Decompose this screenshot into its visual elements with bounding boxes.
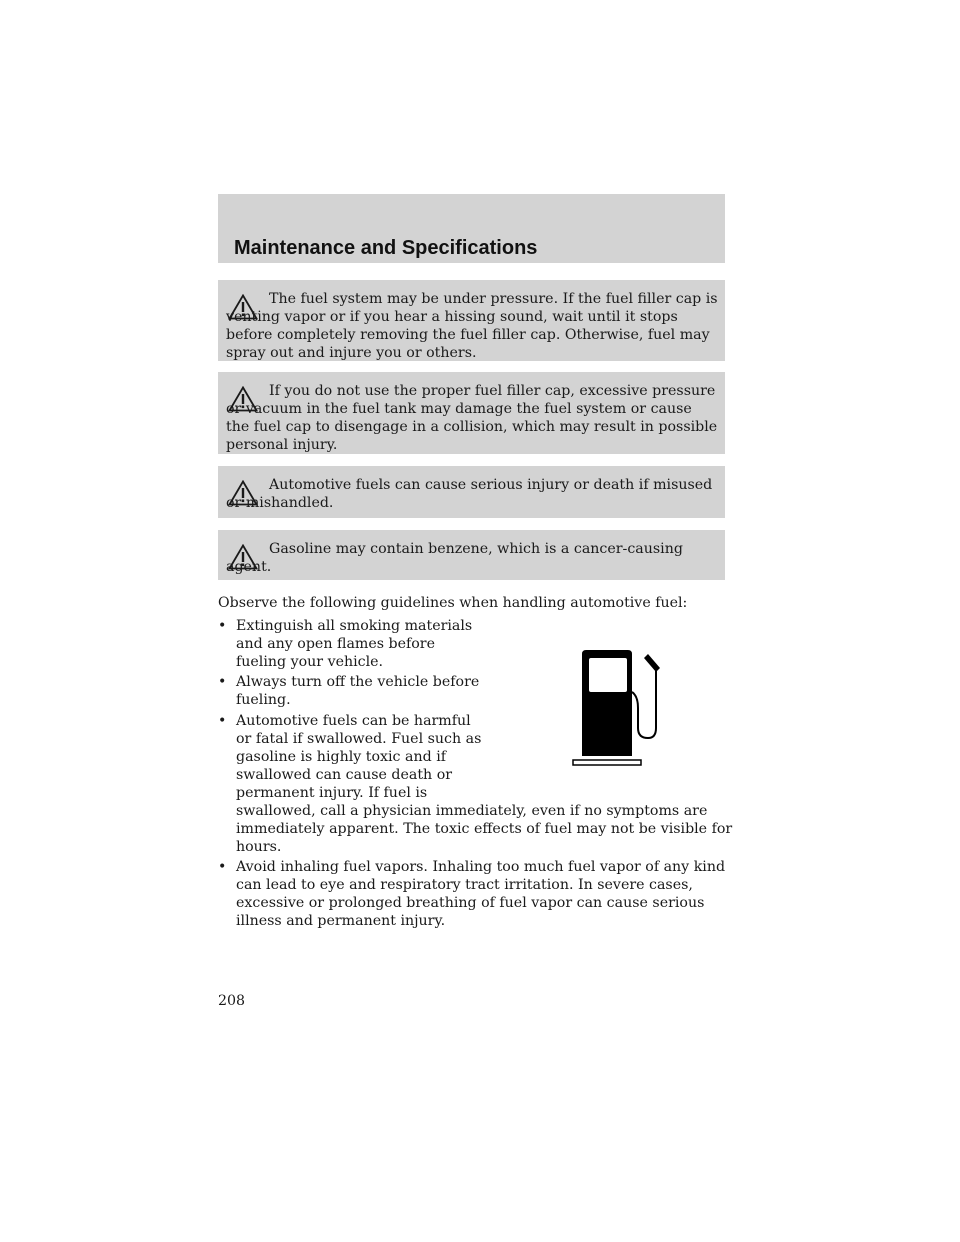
list-item-line: Extinguish all smoking materials xyxy=(236,618,473,634)
warning-text: If you do not use the proper fuel filler cap, excessive pressure or vacuum in the fuel tank may damage the fuel system or cause the fuel cap to disengage in a collision, which may result in possible personal injury. xyxy=(226,383,718,453)
list-item-line: Always turn off the vehicle before xyxy=(236,674,480,690)
list-item-line: can lead to eye and respiratory tract irritation. In severe cases, xyxy=(236,877,693,893)
bullet-mark: • xyxy=(218,618,227,634)
warning-box xyxy=(218,530,725,580)
warning-text: Automotive fuels can cause serious injury or death if misused or mishandled. xyxy=(226,477,713,511)
list-item-line: or fatal if swallowed. Fuel such as xyxy=(236,731,482,747)
bullet-mark: • xyxy=(218,859,227,875)
section-header xyxy=(218,194,725,263)
list-item-line: hours. xyxy=(236,839,282,855)
list-item-line: swallowed, call a physician immediately, even if no symptoms are xyxy=(236,803,708,819)
warning-text: The fuel system may be under pressure. If the fuel filler cap is venting vapor or if you hear a hissing sound, wait until it stops before completely removing the fuel filler cap. Otherwise, fuel may spray out and injure you or others. xyxy=(226,291,718,361)
intro-paragraph: Observe the following guidelines when handling automotive fuel: xyxy=(218,595,688,611)
list-item xyxy=(218,858,725,930)
list-item-line: excessive or prolonged breathing of fuel vapor can cause serious xyxy=(236,895,705,911)
bullet-mark: • xyxy=(218,674,227,690)
list-item-line: and any open flames before xyxy=(236,636,435,652)
list-item-line: fueling. xyxy=(236,692,291,708)
page-number: 208 xyxy=(218,993,246,1009)
section-title: Maintenance and Specifications xyxy=(234,237,538,259)
warning-text: Gasoline may contain benzene, which is a cancer-causing agent. xyxy=(226,541,683,575)
list-item-line: permanent injury. If fuel is xyxy=(236,785,428,801)
list-item-line: fueling your vehicle. xyxy=(236,654,384,670)
warning-box xyxy=(218,372,725,454)
warning-box xyxy=(218,466,725,518)
list-item-line: illness and permanent injury. xyxy=(236,913,446,929)
list-item-line: gasoline is highly toxic and if xyxy=(236,749,446,765)
list-item-line: Avoid inhaling fuel vapors. Inhaling too much fuel vapor of any kind xyxy=(236,859,726,875)
fuel-pump-icon xyxy=(570,648,668,770)
warning-box xyxy=(218,280,725,361)
bullet-mark: • xyxy=(218,713,227,729)
list-item-line: swallowed can cause death or xyxy=(236,767,453,783)
list-item xyxy=(218,617,472,671)
list-item xyxy=(218,673,479,709)
list-item-line: Automotive fuels can be harmful xyxy=(236,713,471,729)
list-item-line: immediately apparent. The toxic effects of fuel may not be visible for xyxy=(236,821,733,837)
